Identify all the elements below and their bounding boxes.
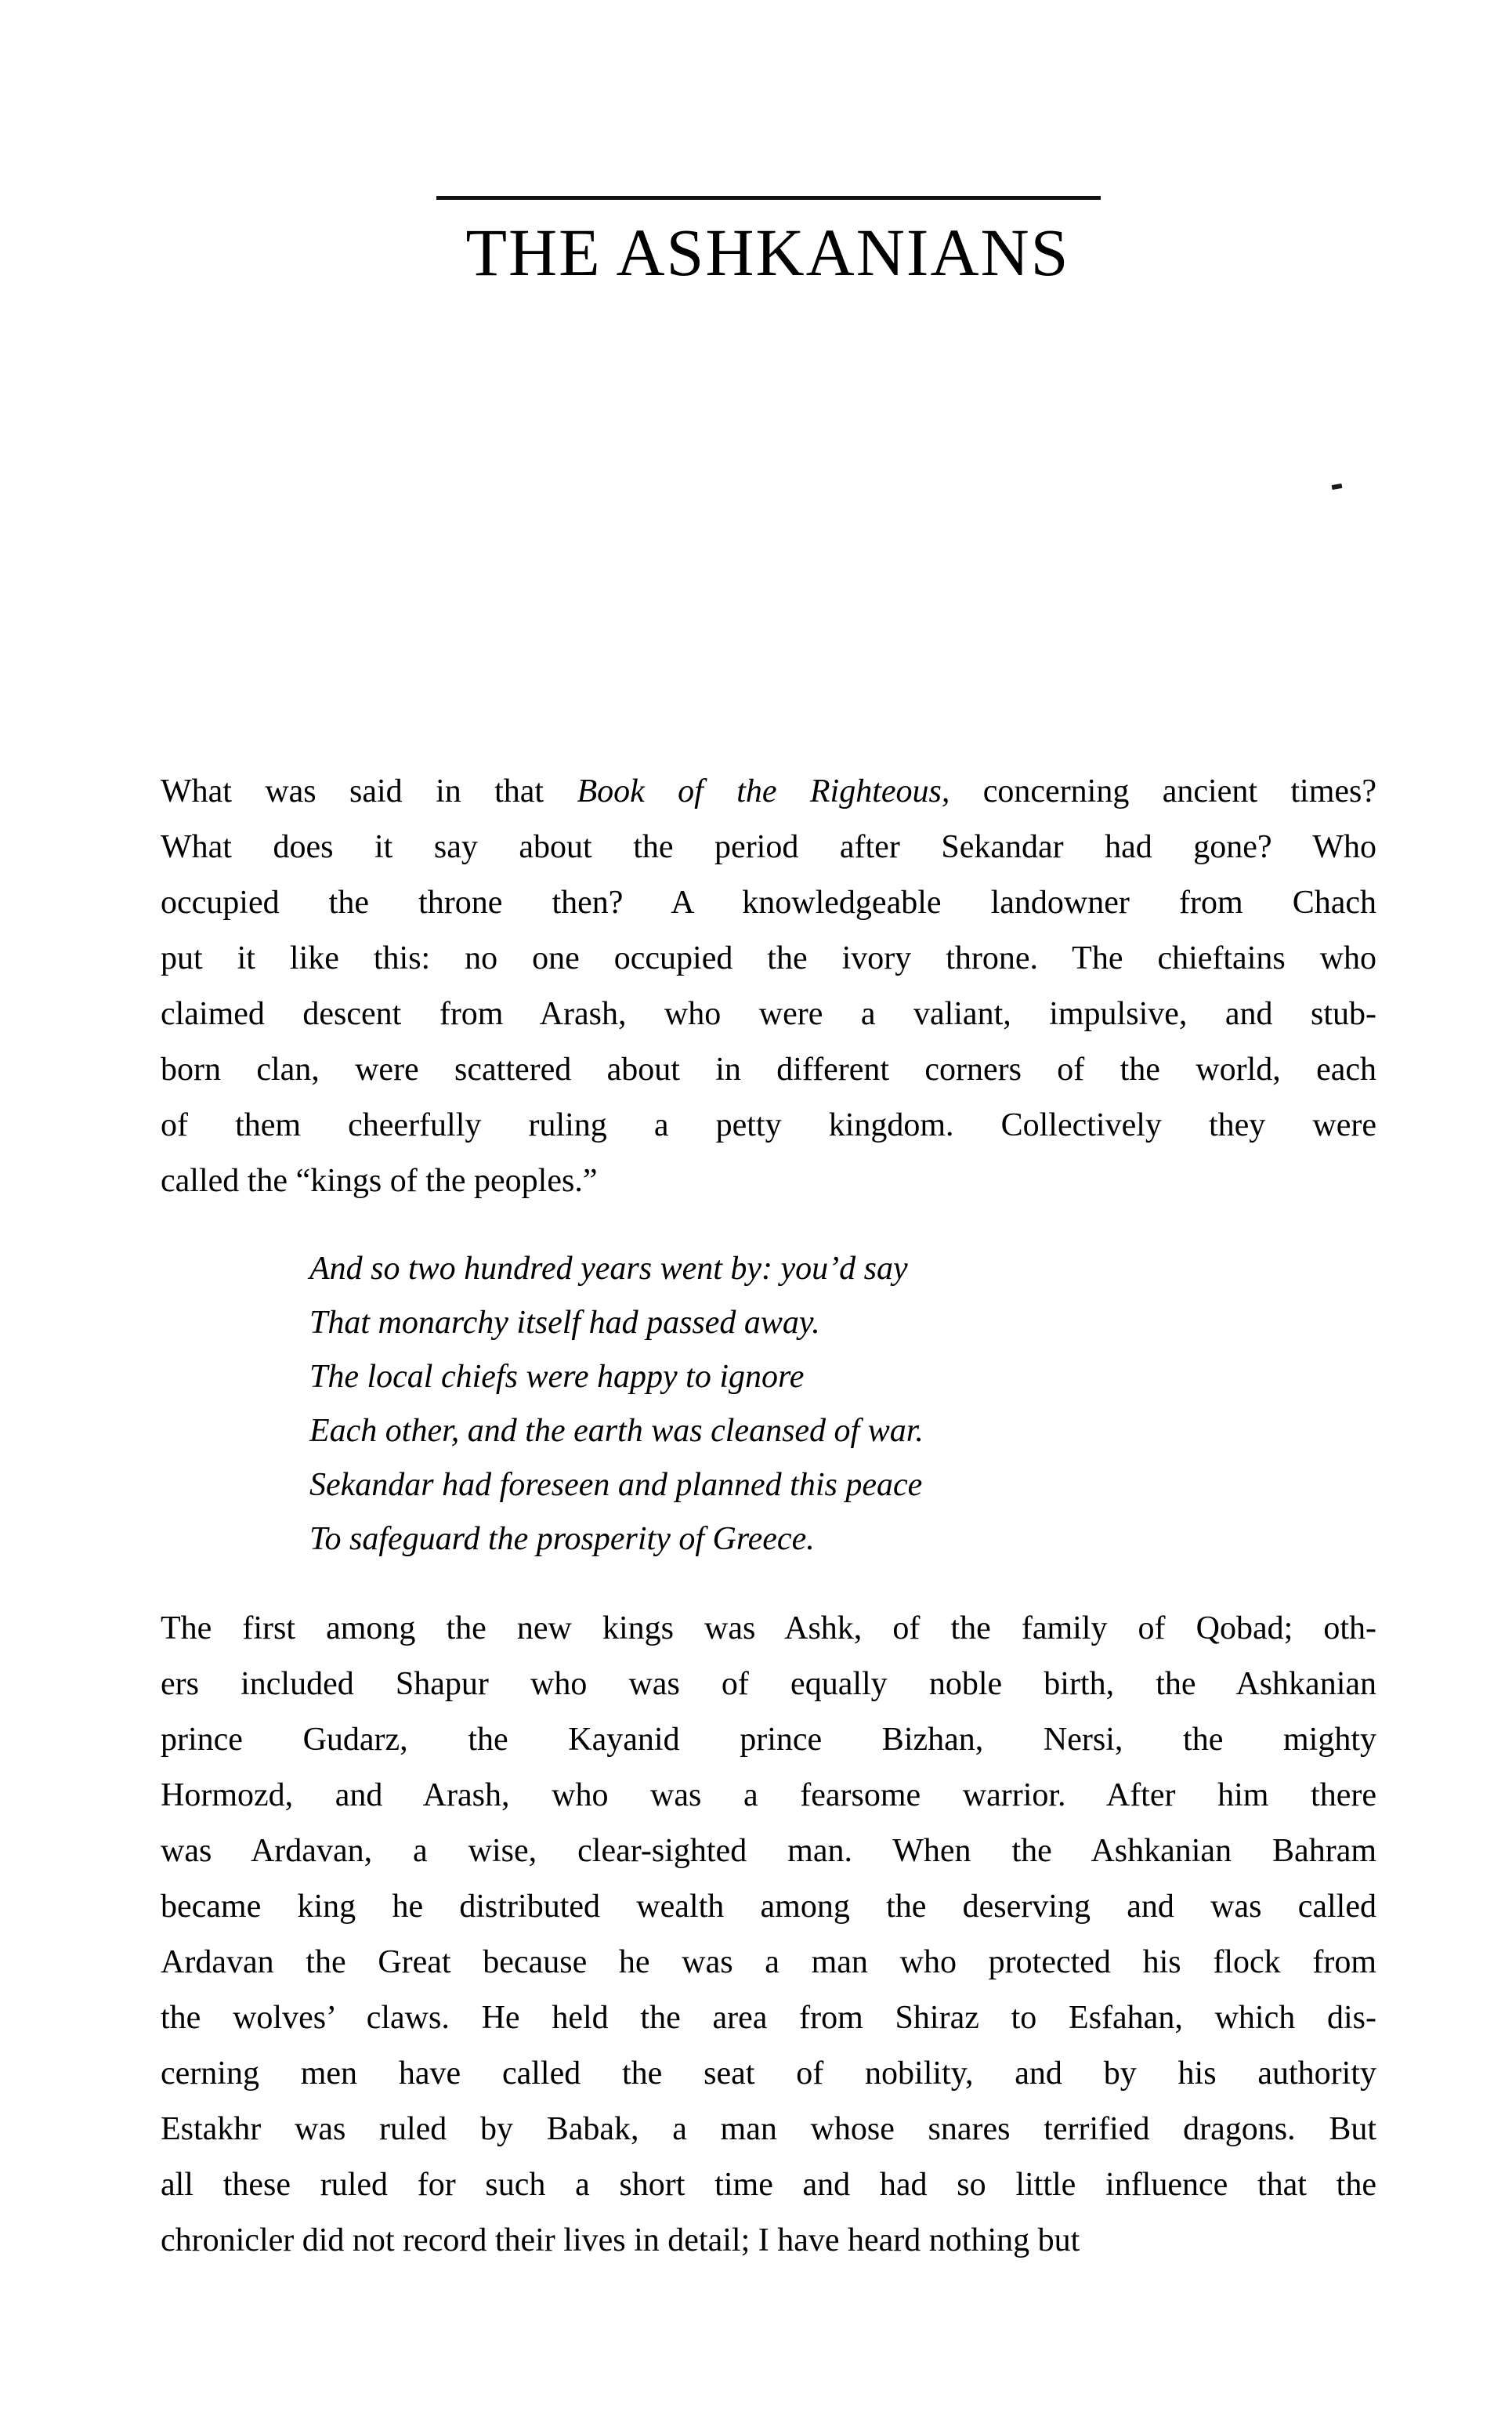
paragraph-two (161, 1601, 1376, 2269)
verse-line: That monarchy itself had passed away. (309, 1305, 820, 1341)
text-line: What does it say about the period after Sekandar had gone? Who (161, 829, 1376, 865)
text-line: born clan, were scattered about in different corners of the world, each (161, 1052, 1376, 1088)
text-line: Hormozd, and Arash, who was a fearsome warrior. After him there (161, 1777, 1376, 1813)
text-line: claimed descent from Arash, who were a valiant, impulsive, and stub- (161, 996, 1376, 1032)
text-line: chronicler did not record their lives in detail; I have heard nothing but (161, 2222, 1080, 2258)
verse-line: Each other, and the earth was cleansed of war. (309, 1413, 924, 1449)
text-line: all these ruled for such a short time and had so little influence that the (161, 2167, 1376, 2203)
book-title-italic: Book of the Righteous, (577, 773, 950, 809)
text-line: called the “kings of the peoples.” (161, 1163, 598, 1199)
text-line (161, 764, 1376, 820)
verse-line: And so two hundred years went by: you’d say (309, 1251, 908, 1287)
verse-quotation (161, 1242, 1376, 1566)
scan-artifact-speck (1332, 484, 1343, 490)
text-run: concerning ancient times? (950, 773, 1377, 809)
text-line: occupied the throne then? A knowledgeable landowner from Chach (161, 885, 1376, 921)
body-text-column (161, 764, 1376, 2269)
text-line: of them cheerfully ruling a petty kingdom. Collectively they were (161, 1107, 1376, 1143)
text-line: prince Gudarz, the Kayanid prince Bizhan, Nersi, the mighty (161, 1722, 1376, 1758)
page-title: THE ASHKANIANS (465, 215, 1070, 290)
verse-line: To safeguard the prosperity of Greece. (309, 1521, 815, 1557)
text-run: What was said in that (161, 773, 577, 809)
paragraph-one (161, 764, 1376, 1209)
text-line: became king he distributed wealth among the deserving and was called (161, 1889, 1376, 1925)
text-line: put it like this: no one occupied the ivory throne. The chieftains who (161, 940, 1376, 976)
verse-line: The local chiefs were happy to ignore (309, 1359, 805, 1395)
text-line: the wolves’ claws. He held the area from Shiraz to Esfahan, which dis- (161, 2000, 1376, 2036)
text-line: Ardavan the Great because he was a man who protected his flock from (161, 1944, 1376, 1980)
text-line: was Ardavan, a wise, clear-sighted man. When the Ashkanian Bahram (161, 1833, 1376, 1869)
verse-line: Sekandar had foreseen and planned this peace (309, 1467, 923, 1503)
chapter-heading-block (161, 196, 1375, 288)
text-line: ers included Shapur who was of equally noble birth, the Ashkanian (161, 1666, 1376, 1702)
text-line: The first among the new kings was Ashk, of the family of Qobad; oth- (161, 1610, 1376, 1646)
text-line: Estakhr was ruled by Babak, a man whose snares terrified dragons. But (161, 2111, 1376, 2147)
text-line: cerning men have called the seat of nobility, and by his authority (161, 2055, 1376, 2092)
